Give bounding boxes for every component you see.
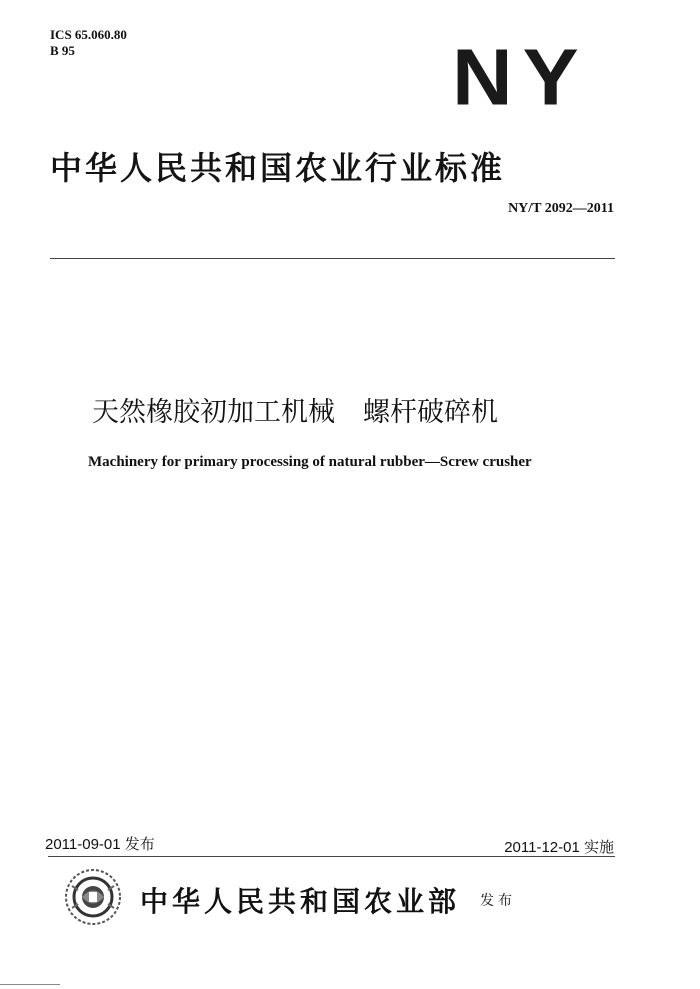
document-title-en: Machinery for primary processing of natural rubber—Screw crusher	[88, 454, 532, 470]
standard-category-title: 中华人民共和国农业行业标准	[50, 149, 506, 187]
document-title-cn	[92, 390, 498, 429]
ny-logo: NY	[452, 32, 589, 122]
implementation-date: 2011-12-01 实施	[504, 839, 614, 856]
document-title-cn-part1: 天然橡胶初加工机械	[92, 397, 335, 428]
ccs-code: B 95	[50, 43, 75, 58]
ics-code: ICS 65.060.80	[50, 27, 127, 42]
footer-divider	[48, 856, 615, 857]
header-divider	[50, 258, 615, 259]
issuing-action: 发布	[480, 893, 516, 909]
standard-number: NY/T 2092—2011	[508, 201, 614, 216]
page-edge-mark	[0, 984, 60, 985]
issuing-authority: 中华人民共和国农业部	[140, 885, 461, 918]
issue-date: 2011-09-01 发布	[45, 836, 155, 853]
document-title-cn-part2: 螺杆破碎机	[363, 397, 498, 428]
ministry-seal-icon	[62, 866, 124, 928]
